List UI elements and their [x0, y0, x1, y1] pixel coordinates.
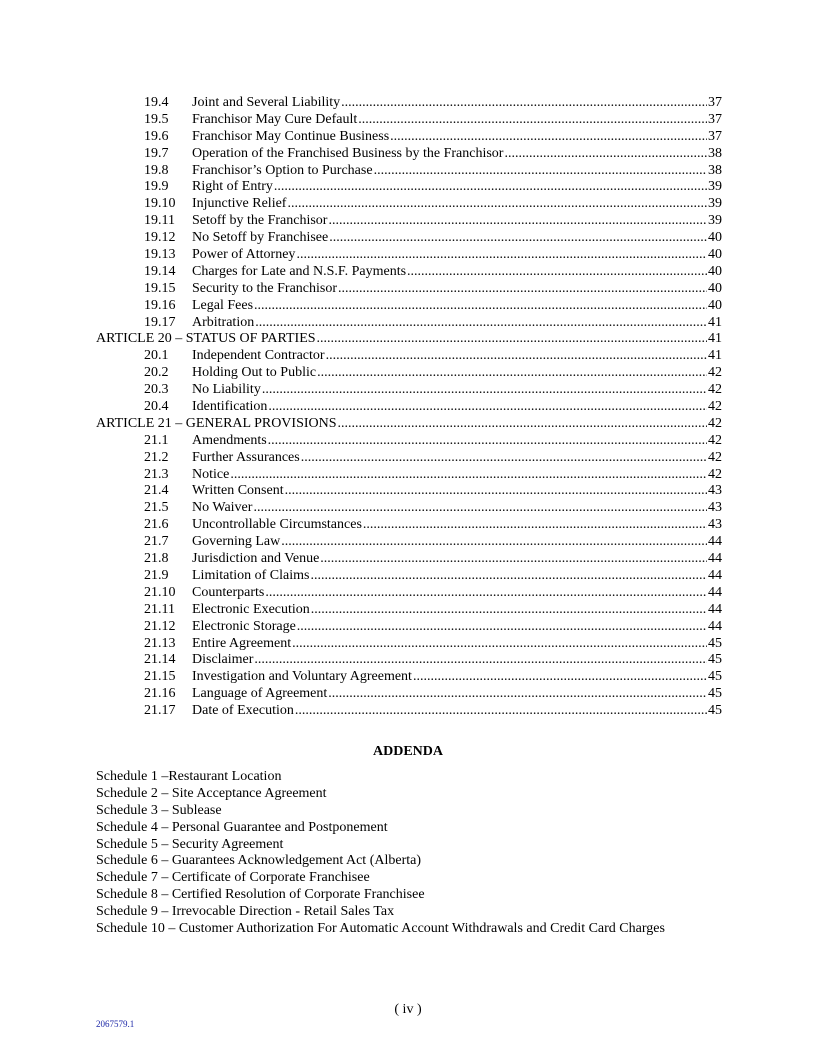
dot-leader [281, 534, 707, 551]
dot-leader [287, 196, 707, 213]
toc-entry-row [96, 146, 722, 163]
dot-leader [268, 433, 707, 450]
toc-entry-number: 20.4 [144, 399, 169, 415]
toc-entry-title: Joint and Several Liability [192, 95, 341, 110]
toc-article-row [96, 331, 722, 348]
toc-entry-row [96, 95, 722, 112]
toc-entry-title: Setoff by the Franchisor [192, 213, 328, 229]
toc-entry-page: 40 [708, 263, 722, 279]
dot-leader [296, 247, 707, 264]
toc-entry-row [96, 619, 722, 636]
toc-entry-page: 45 [708, 686, 722, 702]
dot-leader [374, 163, 707, 180]
toc-entry-page: 37 [708, 111, 722, 127]
schedule-item: Schedule 9 – Irrevocable Direction - Retail Sales Tax [96, 904, 395, 920]
dot-leader [338, 281, 707, 298]
toc-entry-number: 21.10 [144, 584, 176, 600]
dot-leader [328, 213, 707, 230]
toc-entry-title: No Liability [192, 382, 261, 398]
toc-entry-row [96, 365, 722, 382]
toc-entry-number: 19.14 [144, 263, 176, 279]
toc-entry-row [96, 298, 722, 315]
toc-entry-row [96, 686, 722, 703]
toc-entry-number: 21.13 [144, 635, 176, 651]
toc-entry-title: Investigation and Voluntary Agreement [192, 669, 412, 685]
toc-entry-title: Date of Execution [192, 703, 294, 719]
toc-entry-page: 37 [708, 128, 722, 144]
toc-entry-title: Jurisdiction and Venue [192, 551, 320, 567]
dot-leader [274, 179, 707, 196]
toc-entry-title: No Setoff by Franchisee [192, 230, 329, 246]
toc-entry-title: Identification [192, 399, 268, 415]
toc-entry-number: 19.7 [144, 145, 169, 161]
schedule-item: Schedule 7 – Certificate of Corporate Franchisee [96, 870, 370, 886]
toc-entry-row [96, 348, 722, 365]
toc-entry-title: Injunctive Relief [192, 196, 287, 212]
toc-entry-number: 21.17 [144, 703, 176, 719]
toc-entry-number: 21.8 [144, 551, 169, 567]
dot-leader [310, 568, 707, 585]
table-of-contents [96, 95, 722, 720]
toc-entry-number: 20.2 [144, 365, 169, 381]
dot-leader [292, 636, 707, 653]
toc-entry-title: Uncontrollable Circumstances [192, 517, 362, 533]
dot-leader [262, 382, 707, 399]
toc-entry-title: Arbitration [192, 314, 255, 330]
toc-entry-title: Electronic Execution [192, 601, 310, 617]
toc-entry-page: 42 [708, 382, 722, 398]
toc-entry-row [96, 315, 722, 332]
toc-entry-row [96, 450, 722, 467]
toc-entry-row [96, 517, 722, 534]
dot-leader [363, 517, 707, 534]
toc-entry-title: Charges for Late and N.S.F. Payments [192, 263, 407, 279]
toc-entry-title: Legal Fees [192, 297, 254, 313]
dot-leader [295, 703, 707, 720]
dot-leader [358, 112, 707, 129]
toc-entry-number: 20.3 [144, 382, 169, 398]
toc-entry-page: 42 [708, 432, 722, 448]
toc-entry-title: Language of Agreement [192, 686, 328, 702]
schedule-item: Schedule 2 – Site Acceptance Agreement [96, 785, 327, 801]
dot-leader [265, 585, 707, 602]
document-id: 2067579.1 [96, 1019, 135, 1029]
toc-entry-row [96, 129, 722, 146]
toc-entry-number: 21.1 [144, 432, 169, 448]
toc-entry-row [96, 551, 722, 568]
dot-leader [254, 652, 707, 669]
toc-entry-page: 42 [708, 399, 722, 415]
toc-entry-number: 21.11 [144, 601, 175, 617]
toc-entry-page: 42 [708, 365, 722, 381]
toc-entry-row [96, 264, 722, 281]
toc-entry-page: 43 [708, 517, 722, 533]
toc-entry-page: 42 [708, 466, 722, 482]
toc-entry-title: Counterparts [192, 584, 265, 600]
toc-entry-page: 43 [708, 483, 722, 499]
toc-entry-page: 44 [708, 618, 722, 634]
toc-entry-page: 41 [708, 314, 722, 330]
dot-leader [341, 95, 707, 112]
addenda-heading: ADDENDA [373, 744, 443, 759]
toc-entry-number: 21.12 [144, 618, 176, 634]
toc-entry-page: 39 [708, 179, 722, 195]
toc-entry-title: Governing Law [192, 534, 281, 550]
toc-entry-page: 37 [708, 95, 722, 110]
schedule-item: Schedule 6 – Guarantees Acknowledgement Act (Alberta) [96, 853, 422, 869]
dot-leader [326, 348, 707, 365]
dot-leader [268, 399, 707, 416]
toc-entry-page: 41 [708, 348, 722, 364]
toc-entry-number: 21.9 [144, 567, 169, 583]
dot-leader [504, 146, 707, 163]
toc-entry-row [96, 467, 722, 484]
toc-entry-number: 19.10 [144, 196, 176, 212]
dot-leader [317, 331, 707, 348]
schedule-item: Schedule 5 – Security Agreement [96, 836, 284, 852]
toc-entry-number: 19.11 [144, 213, 175, 229]
dot-leader [407, 264, 707, 281]
toc-entry-number: 19.16 [144, 297, 176, 313]
toc-entry-page: 40 [708, 247, 722, 263]
toc-article-row [96, 416, 722, 433]
toc-entry-number: 19.9 [144, 179, 169, 195]
toc-entry-row [96, 112, 722, 129]
dot-leader [253, 500, 707, 517]
toc-entry-page: 38 [708, 162, 722, 178]
toc-entry-number: 19.12 [144, 230, 176, 246]
dot-leader [254, 298, 707, 315]
toc-entry-number: 21.14 [144, 652, 176, 668]
toc-entry-row [96, 230, 722, 247]
toc-entry-title: Operation of the Franchised Business by the Franchisor [192, 145, 504, 161]
toc-entry-number: 19.13 [144, 247, 176, 263]
toc-entry-page: 39 [708, 213, 722, 229]
toc-entry-row [96, 602, 722, 619]
toc-entry-title: Disclaimer [192, 652, 254, 668]
toc-entry-title: Independent Contractor [192, 348, 325, 364]
toc-entry-title: No Waiver [192, 500, 253, 516]
toc-entry-title: ARTICLE 21 – GENERAL PROVISIONS [96, 415, 337, 431]
toc-entry-number: 19.5 [144, 111, 169, 127]
toc-entry-row [96, 500, 722, 517]
toc-entry-page: 39 [708, 196, 722, 212]
toc-entry-number: 21.4 [144, 483, 169, 499]
toc-entry-number: 19.6 [144, 128, 169, 144]
dot-leader [329, 230, 707, 247]
toc-entry-row [96, 213, 722, 230]
toc-entry-page: 42 [708, 449, 722, 465]
toc-entry-page: 44 [708, 567, 722, 583]
toc-entry-row [96, 703, 722, 720]
toc-entry-title: Amendments [192, 432, 267, 448]
dot-leader [390, 129, 707, 146]
toc-entry-number: 21.16 [144, 686, 176, 702]
toc-entry-number: 20.1 [144, 348, 169, 364]
dot-leader [328, 686, 707, 703]
page-number: ( iv ) [394, 1002, 422, 1017]
toc-entry-title: Limitation of Claims [192, 567, 310, 583]
toc-entry-title: Further Assurances [192, 449, 300, 465]
schedule-item: Schedule 1 –Restaurant Location [96, 769, 282, 784]
toc-entry-title: Franchisor’s Option to Purchase [192, 162, 373, 178]
toc-entry-title: Security to the Franchisor [192, 280, 338, 296]
toc-entry-row [96, 196, 722, 213]
toc-entry-row [96, 399, 722, 416]
toc-entry-number: 19.17 [144, 314, 176, 330]
dot-leader [338, 416, 707, 433]
toc-entry-row [96, 433, 722, 450]
toc-entry-title: Right of Entry [192, 179, 273, 195]
toc-entry-title: Notice [192, 466, 230, 482]
toc-entry-row [96, 652, 722, 669]
toc-entry-row [96, 636, 722, 653]
toc-entry-page: 44 [708, 551, 722, 567]
toc-entry-row [96, 669, 722, 686]
dot-leader [311, 602, 707, 619]
toc-entry-page: 45 [708, 652, 722, 668]
schedule-item: Schedule 8 – Certified Resolution of Corporate Franchisee [96, 887, 425, 903]
toc-entry-row [96, 163, 722, 180]
toc-entry-number: 19.15 [144, 280, 176, 296]
toc-entry-page: 40 [708, 230, 722, 246]
toc-entry-row [96, 382, 722, 399]
toc-entry-row [96, 534, 722, 551]
toc-entry-title: Franchisor May Cure Default [192, 111, 358, 127]
toc-entry-title: Entire Agreement [192, 635, 292, 651]
toc-entry-page: 42 [708, 415, 722, 431]
dot-leader [413, 669, 707, 686]
toc-entry-row [96, 568, 722, 585]
toc-entry-page: 41 [708, 331, 722, 347]
toc-entry-page: 40 [708, 280, 722, 296]
toc-entry-number: 21.2 [144, 449, 169, 465]
toc-entry-number: 21.5 [144, 500, 169, 516]
toc-entry-row [96, 281, 722, 298]
toc-entry-row [96, 179, 722, 196]
dot-leader [320, 551, 707, 568]
toc-entry-page: 40 [708, 297, 722, 313]
toc-entry-number: 21.7 [144, 534, 169, 550]
dot-leader [317, 365, 707, 382]
toc-entry-page: 44 [708, 534, 722, 550]
toc-entry-row [96, 483, 722, 500]
dot-leader [285, 483, 707, 500]
schedule-item: Schedule 10 – Customer Authorization For Automatic Account Withdrawals and Credit Card Charges [96, 921, 665, 937]
toc-entry-row [96, 585, 722, 602]
schedule-item: Schedule 4 – Personal Guarantee and Postponement [96, 819, 388, 835]
toc-entry-page: 44 [708, 584, 722, 600]
schedule-list [96, 769, 665, 938]
toc-entry-number: 19.8 [144, 162, 169, 178]
dot-leader [297, 619, 707, 636]
schedule-item: Schedule 3 – Sublease [96, 802, 222, 818]
toc-entry-page: 44 [708, 601, 722, 617]
toc-entry-title: Written Consent [192, 483, 284, 499]
toc-entry-number: 21.6 [144, 517, 169, 533]
toc-entry-page: 45 [708, 635, 722, 651]
toc-entry-title: Power of Attorney [192, 247, 296, 263]
toc-entry-page: 45 [708, 703, 722, 719]
toc-entry-title: Holding Out to Public [192, 365, 317, 381]
dot-leader [301, 450, 707, 467]
toc-entry-title: Franchisor May Continue Business [192, 128, 390, 144]
dot-leader [255, 315, 707, 332]
toc-entry-row [96, 247, 722, 264]
toc-entry-page: 45 [708, 669, 722, 685]
dot-leader [230, 467, 707, 484]
toc-entry-page: 38 [708, 145, 722, 161]
toc-entry-page: 43 [708, 500, 722, 516]
toc-entry-number: 21.15 [144, 669, 176, 685]
toc-entry-number: 21.3 [144, 466, 169, 482]
toc-entry-title: ARTICLE 20 – STATUS OF PARTIES [96, 331, 316, 347]
toc-entry-title: Electronic Storage [192, 618, 296, 634]
toc-entry-number: 19.4 [144, 95, 169, 110]
